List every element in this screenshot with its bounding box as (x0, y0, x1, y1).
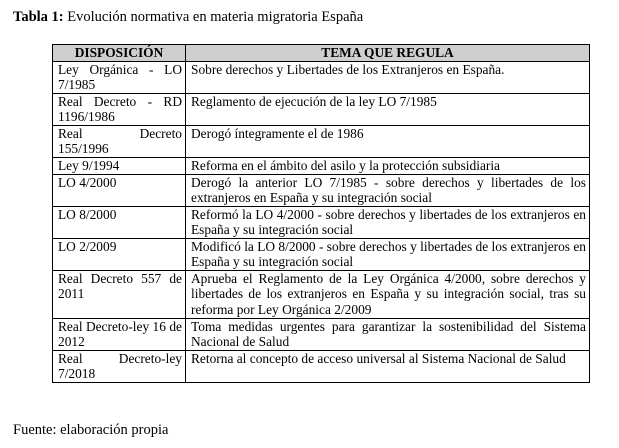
cell-tema: Modificó la LO 8/2000 - sobre derechos y libertades de los extranjeros en España y su integración social (186, 239, 590, 271)
table-row (53, 271, 590, 319)
cell-tema: Derogó íntegramente el de 1986 (186, 126, 590, 158)
cell-disposicion: LO 8/2000 (53, 207, 186, 239)
cell-disposicion: LO 2/2009 (53, 239, 186, 271)
table-row (53, 175, 590, 207)
table-row (53, 239, 590, 271)
cell-tema: Toma medidas urgentes para garantizar la sostenibilidad del Sistema Nacional de Salud (186, 319, 590, 351)
cell-tema: Derogó la anterior LO 7/1985 - sobre derechos y libertades de los extranjeros en España y su integración social (186, 175, 590, 207)
regulations-table (52, 44, 590, 383)
table-header-row (53, 45, 590, 62)
cell-tema: Aprueba el Reglamento de la Ley Orgánica 4/2000, sobre derechos y libertades de los extranjeros en España y su integración social, tras su reforma por Ley Orgánica 2/2009 (186, 271, 590, 319)
table-row (53, 319, 590, 351)
table-row (53, 158, 590, 175)
table-row (53, 62, 590, 94)
header-tema: TEMA QUE REGULA (186, 45, 590, 62)
cell-tema: Reformó la LO 4/2000 - sobre derechos y libertades de los extranjeros en España y su integración social (186, 207, 590, 239)
table-row (53, 126, 590, 158)
cell-disposicion: Ley 9/1994 (53, 158, 186, 175)
cell-tema: Reglamento de ejecución de la ley LO 7/1985 (186, 94, 590, 126)
cell-disposicion: LO 4/2000 (53, 175, 186, 207)
table-caption-label: Tabla 1: (13, 9, 64, 25)
cell-tema: Reforma en el ámbito del asilo y la protección subsidiaria (186, 158, 590, 175)
cell-disposicion: Real Decreto-ley 16 de 2012 (53, 319, 186, 351)
table-row (53, 351, 590, 383)
cell-disposicion: Real Decreto - RD 1196/1986 (53, 94, 186, 126)
cell-disposicion: Ley Orgánica - LO 7/1985 (53, 62, 186, 94)
table-row (53, 94, 590, 126)
cell-disposicion: Real Decreto 557 de 2011 (53, 271, 186, 319)
table-row (53, 207, 590, 239)
cell-disposicion: Real Decreto-ley 7/2018 (53, 351, 186, 383)
cell-disposicion: Real Decreto 155/1996 (53, 126, 186, 158)
table-caption-text: Evolución normativa en materia migratoria España (67, 9, 364, 25)
header-disposicion: DISPOSICIÓN (53, 45, 186, 62)
table-caption (13, 8, 363, 26)
source-note: Fuente: elaboración propia (13, 422, 169, 438)
cell-tema: Retorna al concepto de acceso universal al Sistema Nacional de Salud (186, 351, 590, 383)
cell-tema: Sobre derechos y Libertades de los Extranjeros en España. (186, 62, 590, 94)
